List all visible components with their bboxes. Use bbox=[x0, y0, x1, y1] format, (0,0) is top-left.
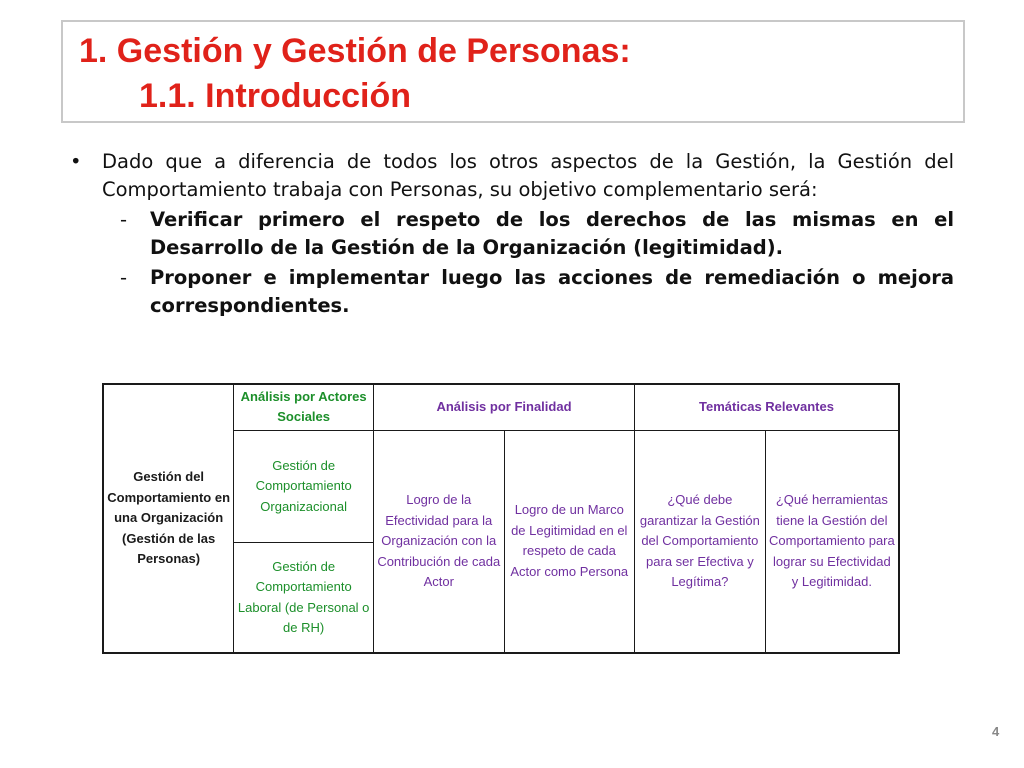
actores-cell-laboral: Gestión de Comportamiento Laboral (de Personal o de RH) bbox=[234, 543, 374, 653]
bullet-item bbox=[70, 148, 954, 204]
body-text bbox=[70, 148, 954, 320]
slide-title: 1. Gestión y Gestión de Personas: bbox=[79, 32, 631, 70]
tematicas-cell-garantizar: ¿Qué debe garantizar la Gestión del Comportamiento para ser Efectiva y Legítima? bbox=[635, 430, 766, 653]
actores-cell-organizacional: Gestión de Comportamiento Organizacional bbox=[234, 430, 374, 542]
dash-marker: - bbox=[120, 208, 128, 231]
page-number: 4 bbox=[992, 724, 1000, 739]
header-tematicas: Temáticas Relevantes bbox=[635, 384, 900, 430]
sub-item-text: Verificar primero el respeto de los derechos de las mismas en el Desarrollo de la Gestión de la Organización (legitimidad). bbox=[150, 208, 954, 259]
table-left-header: Gestión del Comportamiento en una Organización (Gestión de las Personas) bbox=[103, 384, 234, 653]
sub-item bbox=[70, 206, 954, 262]
finalidad-cell-efectividad: Logro de la Efectividad para la Organización con la Contribución de cada Actor bbox=[373, 430, 504, 653]
title-box bbox=[61, 20, 965, 123]
sub-item-text: Proponer e implementar luego las acciones de remediación o mejora correspondientes. bbox=[150, 266, 954, 317]
management-table bbox=[102, 383, 900, 654]
tematicas-cell-herramientas: ¿Qué herramientas tiene la Gestión del Comportamiento para lograr su Efectividad y Legitimidad. bbox=[765, 430, 899, 653]
slide-subtitle: 1.1. Introducción bbox=[139, 77, 412, 115]
sub-item bbox=[70, 264, 954, 320]
dash-marker: - bbox=[120, 266, 128, 289]
bullet-text: Dado que a diferencia de todos los otros aspectos de la Gestión, la Gestión del Comportamiento trabaja con Personas, su objetivo complementario será: bbox=[102, 150, 954, 201]
bullet-marker: • bbox=[70, 150, 82, 173]
header-finalidad: Análisis por Finalidad bbox=[373, 384, 634, 430]
finalidad-cell-legitimidad: Logro de un Marco de Legitimidad en el respeto de cada Actor como Persona bbox=[504, 430, 634, 653]
header-actores: Análisis por Actores Sociales bbox=[234, 384, 374, 430]
